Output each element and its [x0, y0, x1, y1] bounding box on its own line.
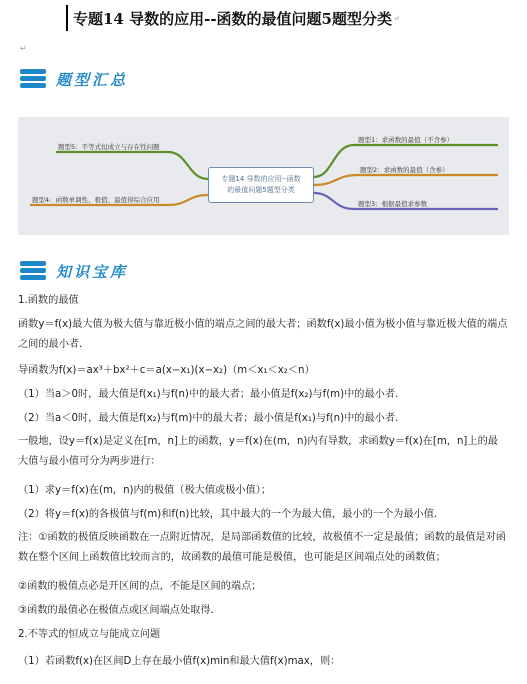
summary-section-header	[20, 68, 128, 90]
knowledge-section-header	[20, 260, 128, 282]
paragraph-inequality-case-1: （1）若函数f(x)在区间D上存在最小值f(x)min和最大值f(x)max，则：	[18, 656, 341, 667]
mindmap-node-left-1: 题型5：不等式恒成立与存在性问题	[58, 143, 160, 151]
mindmap-diagram	[18, 117, 509, 235]
mindmap-node-right-1: 题型1：求函数的最值（不含参）	[358, 136, 454, 144]
center-line-1: 专题14 导数的应用--函数	[221, 175, 301, 183]
case-a-positive: （1）当a＞0时，最大值是f(x₁)与f(n)中的最大者；最小值是f(x₂)与f(m)中的最小者．	[18, 389, 406, 400]
title-text: 专题14 导数的应用--函数的最值问题5题型分类	[73, 9, 392, 28]
heading-inequality: 2.不等式的恒成立与能成立问题	[18, 629, 161, 640]
paragraph-mark-icon: ↵	[393, 13, 400, 23]
book-stack-icon	[20, 68, 48, 90]
summary-heading: 题型汇总	[56, 70, 129, 89]
document-title	[66, 5, 400, 31]
center-line-2: 的最值问题5题型分类	[227, 186, 295, 194]
book-stack-icon	[20, 260, 48, 282]
mindmap-node-right-2: 题型2：求函数的最值（含参）	[360, 166, 449, 174]
note-2: ②函数的极值点必是开区间的点，不能是区间的端点；	[18, 581, 262, 592]
paragraph-mark-icon: ↵	[20, 44, 27, 53]
mindmap-node-right-3: 题型3：根据最值求参数	[358, 200, 428, 208]
paragraph-general-method: 一般地，设y＝f(x)是定义在[m，n]上的函数，y＝f(x)在(m，n)内有导数，求函数y＝f(x)在[m，n]上的最大值与最小值可分为两步进行：	[18, 436, 498, 467]
paragraph-extrema-definition: 函数y＝f(x)最大值为极大值与靠近极小值的端点之间的最大者；函数f(x)最小值为极小值与靠近极大值的端点之间的最小者．	[18, 319, 508, 350]
mindmap-node-left-2: 题型4：函数单调性、极值、最值得综合应用	[32, 196, 160, 204]
note-3: ③函数的最值必在极值点或区间端点处取得．	[18, 605, 221, 616]
mindmap-center-node	[208, 167, 314, 203]
step-2: （2）将y＝f(x)的各极值与f(m)和f(n)比较，其中最大的一个为最大值，最小的一个为最小值．	[18, 509, 445, 520]
case-a-negative: （2）当a＜0时，最大值是f(x₂)与f(m)中的最大者；最小值是f(x₁)与f(n)中的最小者．	[18, 413, 406, 424]
note-1: 注：①函数的极值反映函数在一点附近情况，是局部函数值的比较，故极值不一定是最值；函数的最值是对函数在整个区间上函数值比较而言的，故函数的最值可能是极值，也可能是区间端点处的函数值；	[18, 532, 506, 563]
knowledge-heading: 知识宝库	[56, 262, 129, 281]
step-1: （1）求y＝f(x)在(m，n)内的极值（极大值或极小值）；	[18, 485, 272, 496]
paragraph-derivative-form: 导函数为f(x)＝ax³＋bx²＋c＝a(x−x₁)(x−x₂)（m＜x₁＜x₂＜n）	[18, 365, 315, 376]
heading-function-extrema: 1.函数的最值	[18, 295, 79, 306]
